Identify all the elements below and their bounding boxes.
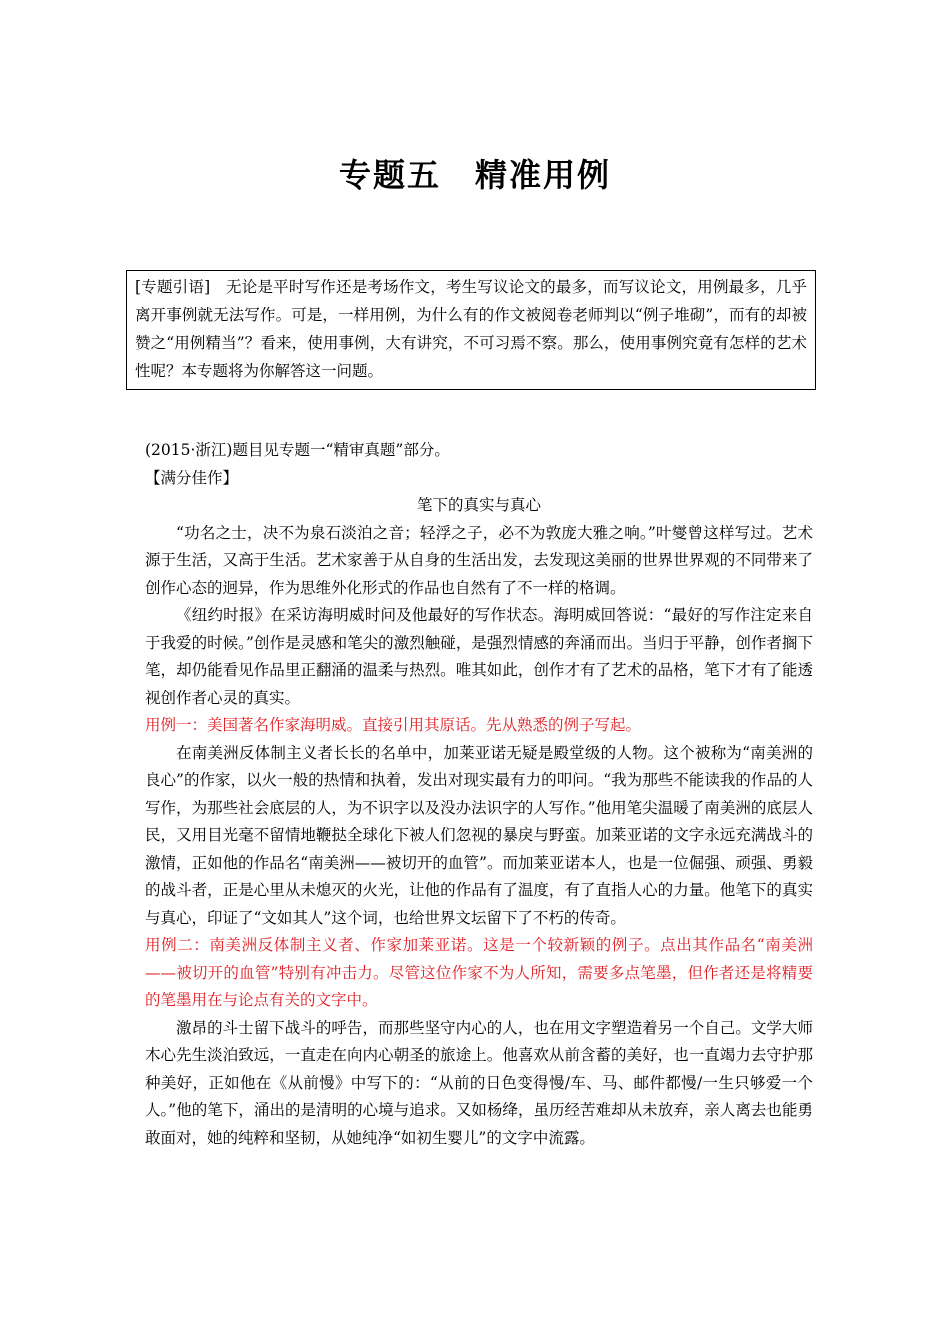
essay-title: 笔下的真实与真心	[416, 496, 541, 514]
essay-paragraph-1: “功名之士，决不为泉石淡泊之音；轻浮之子，必不为敦庞大雅之响。”叶燮曾这样写过。艺术源于生活，又高于生活。艺术家善于从自身的生活出发，去发现这美丽的世界世界观的不同带来了创作心态的迥异，作为思维外化形式的作品也自然有了不一样的格调。	[145, 523, 813, 597]
source-line: (2015·浙江)题目见专题一“精审真题”部分。	[145, 441, 450, 459]
essay-paragraph-2: 《纽约时报》在采访海明威时问及他最好的写作状态。海明威回答说：“最好的写作注定来自于我爱的时候。”创作是灵感和笔尖的激烈触碰，是强烈情感的奔涌而出。当归于平静，创作者搁下笔，却仍能看见作品里正翻涌的温柔与热烈。唯其如此，创作才有了艺术的品格，笔下才有了能透视创作者心灵的真实。	[145, 606, 813, 707]
example-note-1: 用例一：美国著名作家海明威。直接引用其原话。先从熟悉的例子写起。	[145, 716, 642, 734]
intro-label: [专题引语]	[135, 278, 211, 296]
example-note-2: 用例二：南美洲反体制主义者、作家加莱亚诺。这是一个较新颖的例子。点出其作品名“南美洲——被切开的血管”特别有冲击力。尽管这位作家不为人所知，需要多点笔墨，但作者还是将精要的笔墨用在与论点有关的文字中。	[145, 936, 813, 1009]
intro-text: 无论是平时写作还是考场作文，考生写议论文的最多，而写议论文，用例最多，几乎离开事例就无法写作。可是，一样用例，为什么有的作文被阅卷老师判以“例子堆砌”，而有的却被赞之“用例精当”？看来，使用事例，大有讲究，不可习焉不察。那么，使用事例究竟有怎样的艺术性呢？本专题将为你解答这一问题。	[135, 278, 807, 380]
topic-intro-box	[126, 270, 816, 390]
section-label: 【满分佳作】	[145, 468, 239, 487]
page-title: 专题五 精准用例	[338, 156, 611, 194]
essay-paragraph-3: 在南美洲反体制主义者长长的名单中，加莱亚诺无疑是殿堂级的人物。这个被称为“南美洲的良心”的作家，以火一般的热情和执着，发出对现实最有力的叩问。“我为那些不能读我的作品的人写作，为那些社会底层的人，为不识字以及没办法识字的人写作。”他用笔尖温暖了南美洲的底层人民，又用目光毫不留情地鞭挞全球化下被人们忽视的暴戾与野蛮。加莱亚诺的文字永远充满战斗的激情，正如他的作品名“南美洲——被切开的血管”。而加莱亚诺本人，也是一位倔强、顽强、勇毅的战斗者，正是心里从未熄灭的火光，让他的作品有了温度，有了直指人心的力量。他笔下的真实与真心，印证了“文如其人”这个词，也给世界文坛留下了不朽的传奇。	[145, 743, 813, 927]
main-content	[145, 437, 813, 1152]
essay-paragraph-4: 激昂的斗士留下战斗的呼告，而那些坚守内心的人，也在用文字塑造着另一个自己。文学大师木心先生淡泊致远，一直走在向内心朝圣的旅途上。他喜欢从前含蓄的美好，也一直竭力去守护那种美好，正如他在《从前慢》中写下的：“从前的日色变得慢/车、马、邮件都慢/一生只够爱一个人。”他的笔下，涌出的是清明的心境与追求。又如杨绛，虽历经苦难却从未放弃，亲人离去也能勇敢面对，她的纯粹和坚韧，从她纯净“如初生婴儿”的文字中流露。	[145, 1018, 813, 1147]
